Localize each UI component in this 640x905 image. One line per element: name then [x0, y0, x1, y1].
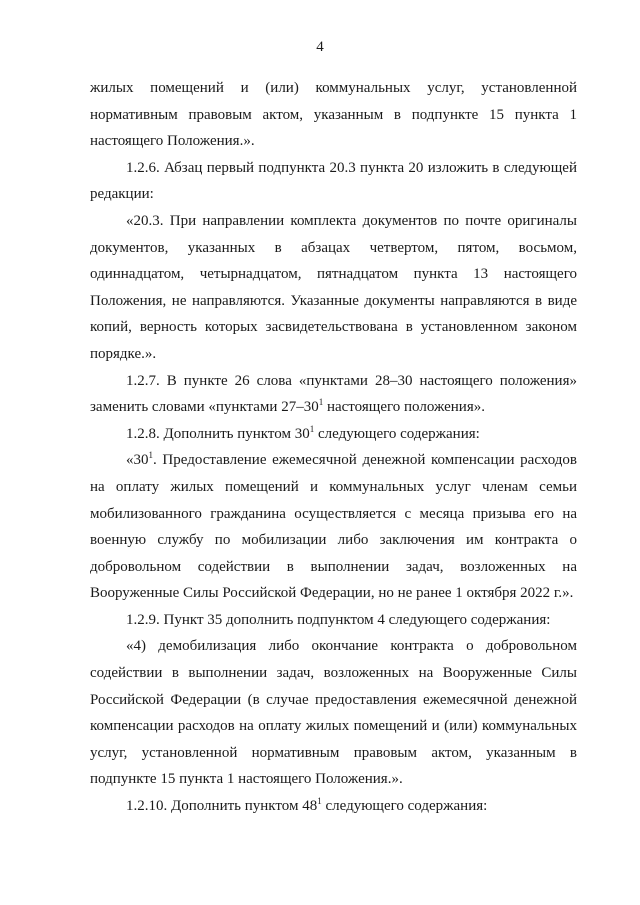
page-number: 4 — [316, 39, 324, 55]
paragraph — [90, 75, 577, 155]
paragraph — [90, 633, 577, 793]
paragraph-text: жилых помещений и (или) коммунальных услуг, установленной нормативным правовым актом, указанным в подпункте 15 пункта 1 настоящего Положения.». — [90, 80, 577, 150]
paragraph-text: 1.2.6. Абзац первый подпункта 20.3 пункта 20 изложить в следующей редакции: — [90, 159, 577, 203]
paragraph — [90, 447, 577, 607]
superscript: 1 — [318, 397, 324, 408]
paragraph-text: 1.2.7. В пункте 26 слова «пунктами 28–30 настоящего положения» заменить словами «пунктами 27–30 — [90, 372, 577, 416]
paragraph — [90, 208, 577, 368]
paragraph — [90, 368, 577, 421]
superscript: 1 — [309, 423, 315, 434]
paragraph-text: «4) демобилизация либо окончание контракта о добровольном содействии в выполнении задач, возложенных на Вооруженные Силы Российской Федерации (в случае предоставления ежемесячной денежной компенсации расходов на оплату жилых помещений и (или) коммунальных услуг, установленной нормативным правовым актом, указанным в подпункте 15 пункта 1 настоящего Положения.». — [90, 638, 577, 788]
superscript: 1 — [317, 796, 322, 807]
paragraph — [90, 607, 577, 634]
paragraph-text: следующего содержания: — [321, 798, 488, 815]
paragraph-text: следующего содержания: — [314, 425, 480, 442]
superscript: 1 — [148, 450, 153, 461]
paragraph-text: настоящего положения». — [323, 399, 485, 416]
paragraph — [90, 421, 577, 448]
paragraph-text: «30 — [126, 452, 149, 469]
paragraph — [90, 793, 577, 820]
paragraph-text: «20.3. При направлении комплекта документов по почте оригиналы документов, указанных в абзацах четвертом, пятом, восьмом, одиннадцатом, четырнадцатом, пятнадцатом пункта 13 настоящего Положения, не направляются. Указанные документы направляются в виде копий, верность которых засвидетельствована в установленном законом порядке.». — [90, 212, 577, 362]
document-body — [90, 75, 577, 820]
paragraph — [90, 155, 577, 208]
paragraph-text: 1.2.10. Дополнить пунктом 48 — [126, 798, 318, 815]
paragraph-text: 1.2.8. Дополнить пунктом 30 — [126, 425, 310, 442]
paragraph-text: 1.2.9. Пункт 35 дополнить подпунктом 4 следующего содержания: — [126, 611, 551, 628]
paragraph-text: . Предоставление ежемесячной денежной компенсации расходов на оплату жилых помещений и коммунальных услуг членам семьи мобилизованного гражданина осуществляется с месяца призыва его на военную службу по мобилизации либо заключения им контракта о добровольном содействии в выполнении задач, возложенных на Вооруженные Силы Российской Федерации, но не ранее 1 октября 2022 г.». — [90, 452, 577, 602]
